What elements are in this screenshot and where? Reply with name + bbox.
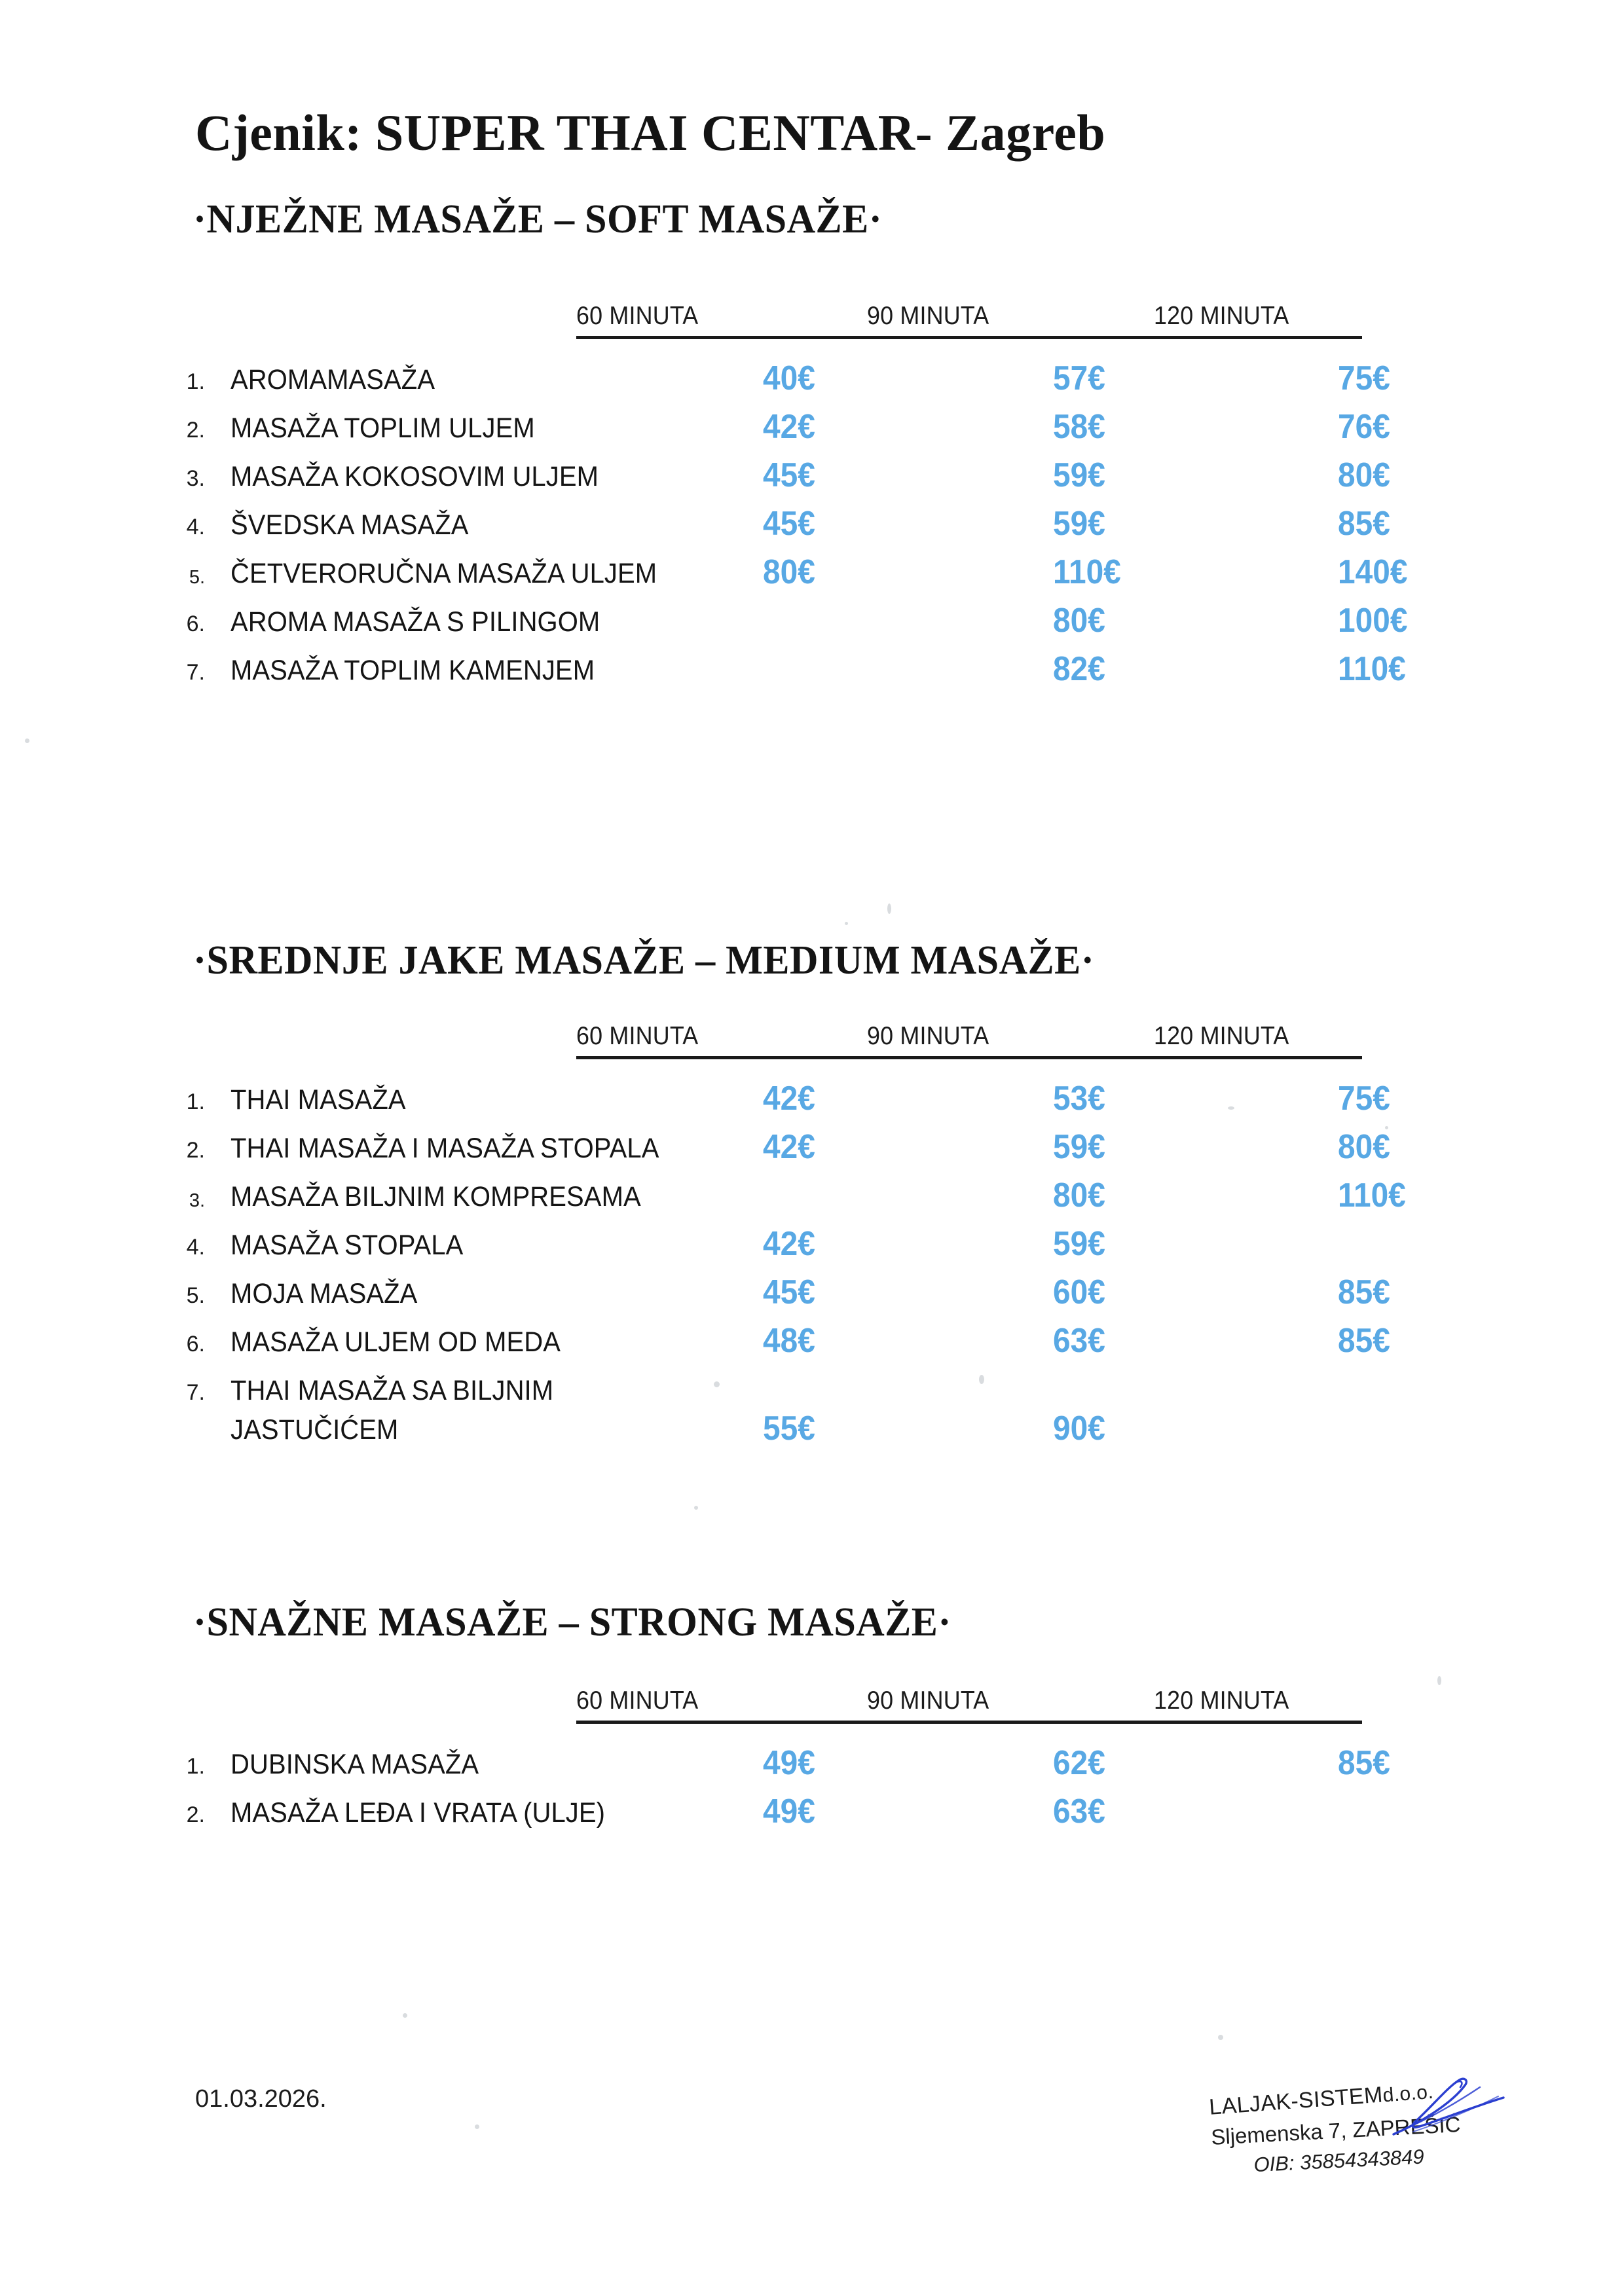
price-120: 80€ (1338, 1128, 1390, 1166)
service-name: THAI MASAŽA I MASAŽA STOPALA (231, 1133, 659, 1164)
service-name: MASAŽA TOPLIM KAMENJEM (231, 655, 595, 686)
row-index: 2. (186, 1802, 205, 1827)
table-header-row-strong (576, 1673, 1362, 1724)
table-row (0, 1372, 1369, 1412)
table-row (0, 1128, 1390, 1178)
price-table-medium (0, 1008, 1406, 1460)
table-row (0, 505, 1390, 555)
table-row (0, 1227, 1369, 1275)
table-row (0, 1795, 1369, 1843)
column-header-60: 60 MINUTA (576, 1022, 699, 1050)
column-header-90: 90 MINUTA (867, 302, 989, 330)
service-name: JASTUČIĆEM (231, 1414, 399, 1446)
price-120: 85€ (1338, 505, 1390, 543)
table-row (0, 1176, 1406, 1227)
scan-speckle (1437, 1676, 1441, 1685)
service-name: MASAŽA LEĐA I VRATA (ULJE) (231, 1797, 606, 1829)
price-60: 45€ (763, 505, 815, 543)
price-120: 75€ (1338, 1080, 1390, 1118)
section-title-soft: ·NJEŽNE MASAŽE – SOFT MASAŽE· (193, 197, 883, 242)
column-header-60: 60 MINUTA (576, 1686, 699, 1715)
table-row (0, 408, 1390, 458)
price-90: 62€ (1053, 1744, 1105, 1782)
row-index: 1. (186, 369, 205, 394)
table-row (0, 1080, 1390, 1130)
row-index: 1. (186, 1754, 205, 1779)
table-header-row-soft (576, 288, 1362, 339)
section-title-strong: ·SNAŽNE MASAŽE – STRONG MASAŽE· (193, 1600, 951, 1645)
price-120: 76€ (1338, 408, 1390, 446)
price-90: 57€ (1053, 359, 1105, 397)
price-90: 82€ (1053, 650, 1105, 688)
table-header-row-medium (576, 1008, 1362, 1059)
price-60: 42€ (763, 1128, 815, 1166)
price-90: 80€ (1053, 602, 1105, 640)
price-90: 63€ (1053, 1793, 1105, 1831)
scan-speckle (887, 903, 891, 914)
service-name: THAI MASAŽA SA BILJNIM (231, 1375, 554, 1406)
price-120: 100€ (1338, 602, 1408, 640)
stamp-oib: OIB: 35854343849 (1253, 2145, 1425, 2177)
price-90: 58€ (1053, 408, 1105, 446)
scan-speckle (694, 1506, 698, 1510)
price-90: 90€ (1053, 1410, 1105, 1448)
price-60: 42€ (763, 1080, 815, 1118)
price-90: 80€ (1053, 1176, 1105, 1214)
column-header-120: 120 MINUTA (1154, 302, 1289, 330)
price-60: 49€ (763, 1744, 815, 1782)
table-row (0, 1273, 1390, 1324)
table-body-strong (0, 1744, 1390, 1843)
row-index: 4. (186, 515, 205, 539)
table-body-medium (0, 1080, 1406, 1460)
service-name: MASAŽA ULJEM OD MEDA (231, 1326, 561, 1358)
service-name: AROMA MASAŽA S PILINGOM (231, 606, 600, 638)
row-index: 6. (186, 611, 205, 636)
scan-speckle (1218, 2035, 1223, 2040)
price-120: 110€ (1338, 1176, 1406, 1214)
service-name: ŠVEDSKA MASAŽA (231, 509, 469, 541)
row-index: 3. (189, 1190, 205, 1211)
price-60: 45€ (763, 456, 815, 494)
column-header-120: 120 MINUTA (1154, 1022, 1289, 1050)
price-60: 80€ (763, 553, 815, 591)
price-60: 42€ (763, 1225, 815, 1263)
price-120: 110€ (1338, 650, 1406, 688)
service-name: DUBINSKA MASAŽA (231, 1749, 479, 1780)
stamp-address: Sljemenska 7, ZAPREŠIĆ (1210, 2111, 1462, 2149)
scan-speckle (25, 738, 29, 743)
price-120: 85€ (1338, 1273, 1390, 1311)
price-120: 80€ (1338, 456, 1390, 494)
table-row (0, 456, 1390, 507)
stamp-company-suffix: d.o.o. (1382, 2081, 1435, 2107)
row-index: 1. (186, 1089, 205, 1114)
row-index: 2. (186, 1138, 205, 1163)
table-row (0, 1744, 1390, 1795)
service-name: ČETVERORUČNA MASAŽA ULJEM (231, 558, 657, 589)
service-name: MASAŽA TOPLIM ULJEM (231, 412, 535, 444)
column-header-60: 60 MINUTA (576, 302, 699, 330)
price-120: 85€ (1338, 1744, 1390, 1782)
row-index: 7. (186, 660, 205, 685)
price-90: 60€ (1053, 1273, 1105, 1311)
table-row (0, 1412, 1369, 1460)
row-index: 6. (186, 1332, 205, 1357)
table-body-soft (0, 359, 1408, 701)
table-row (0, 553, 1408, 604)
service-name: MOJA MASAŽA (231, 1278, 418, 1309)
scan-speckle (475, 2124, 479, 2129)
price-90: 110€ (1053, 553, 1121, 591)
price-120: 75€ (1338, 359, 1390, 397)
price-90: 59€ (1053, 505, 1105, 543)
price-60: 40€ (763, 359, 815, 397)
price-table-strong (0, 1673, 1390, 1843)
price-120: 85€ (1338, 1322, 1390, 1360)
service-name: MASAŽA BILJNIM KOMPRESAMA (231, 1181, 641, 1212)
service-name: AROMAMASAŽA (231, 364, 435, 395)
scan-speckle (845, 922, 848, 925)
scan-speckle (403, 2013, 407, 2018)
price-90: 59€ (1053, 1225, 1105, 1263)
row-index: 4. (186, 1235, 205, 1260)
service-name: MASAŽA STOPALA (231, 1230, 464, 1261)
service-name: MASAŽA KOKOSOVIM ULJEM (231, 461, 599, 492)
table-row (0, 650, 1406, 701)
row-index: 5. (186, 1283, 205, 1308)
column-header-120: 120 MINUTA (1154, 1686, 1289, 1715)
stamp-company-name (1208, 2079, 1434, 2121)
row-index: 2. (186, 418, 205, 443)
section-title-medium: ·SREDNJE JAKE MASAŽE – MEDIUM MASAŽE· (193, 938, 1095, 983)
price-60: 42€ (763, 408, 815, 446)
price-90: 59€ (1053, 1128, 1105, 1166)
table-row (0, 1322, 1390, 1372)
price-60: 48€ (763, 1322, 815, 1360)
price-60: 45€ (763, 1273, 815, 1311)
price-60: 49€ (763, 1793, 815, 1831)
service-name: THAI MASAŽA (231, 1084, 406, 1116)
row-index: 3. (186, 466, 205, 491)
price-90: 59€ (1053, 456, 1105, 494)
column-header-90: 90 MINUTA (867, 1686, 989, 1715)
column-header-90: 90 MINUTA (867, 1022, 989, 1050)
table-row (0, 602, 1408, 652)
document-date: 01.03.2026. (195, 2085, 327, 2113)
price-120: 140€ (1338, 553, 1408, 591)
price-60: 55€ (763, 1410, 815, 1448)
company-stamp (1208, 2070, 1555, 2193)
row-index: 7. (186, 1380, 205, 1405)
price-90: 63€ (1053, 1322, 1105, 1360)
price-table-soft (0, 288, 1408, 701)
price-90: 53€ (1053, 1080, 1105, 1118)
page-title: Cjenik: SUPER THAI CENTAR- Zagreb (195, 104, 1106, 161)
stamp-company-legal: LALJAK-SISTEM (1208, 2082, 1384, 2120)
row-index: 5. (189, 567, 205, 588)
table-row (0, 359, 1390, 410)
